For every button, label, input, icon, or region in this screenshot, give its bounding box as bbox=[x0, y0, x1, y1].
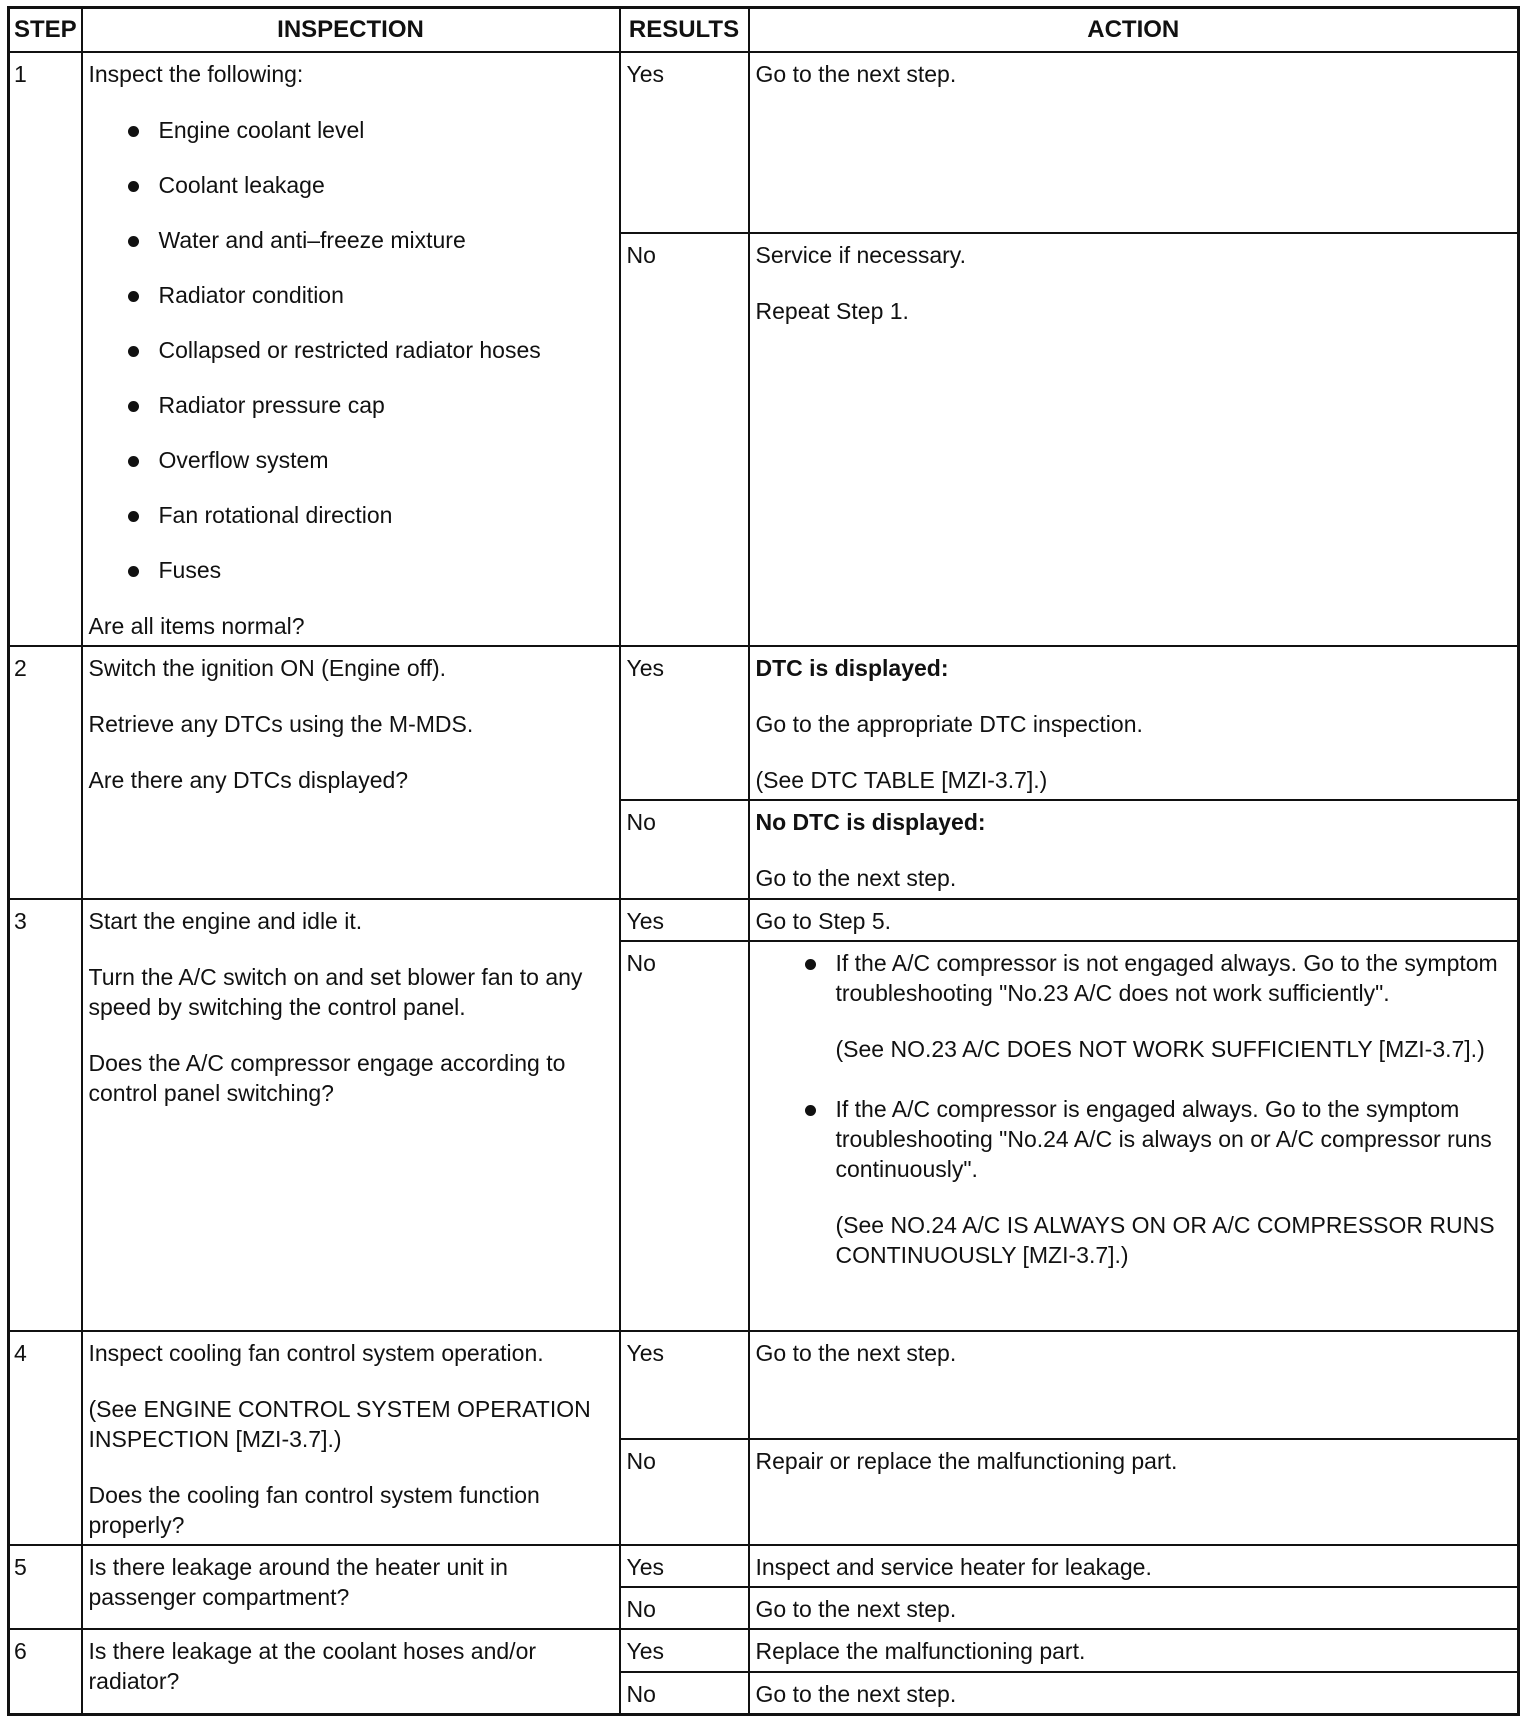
action-cell bbox=[749, 646, 1519, 800]
inspection-question: Is there leakage around the heater unit in passenger compartment? bbox=[88, 1554, 508, 1610]
header-inspection: INSPECTION bbox=[82, 8, 620, 53]
action-text: Replace the malfunctioning part. bbox=[755, 1638, 1086, 1664]
list-item: Radiator pressure cap bbox=[159, 390, 613, 420]
inspection-cell bbox=[82, 899, 620, 1331]
list-item: Radiator condition bbox=[159, 280, 613, 310]
table-row bbox=[9, 646, 1519, 800]
result-cell: Yes bbox=[620, 1331, 749, 1439]
action-cell bbox=[749, 800, 1519, 899]
action-text: Go to the next step. bbox=[755, 1681, 957, 1707]
table-row bbox=[9, 1629, 1519, 1672]
inspection-text: Turn the A/C switch on and set blower fan to any speed by switching the control panel. bbox=[88, 964, 583, 1020]
result-cell: No bbox=[620, 233, 749, 646]
list-item: Overflow system bbox=[159, 445, 613, 475]
header-results: RESULTS bbox=[620, 8, 749, 53]
inspection-text: Switch the ignition ON (Engine off). bbox=[88, 655, 447, 681]
action-cell bbox=[749, 1629, 1519, 1672]
action-reference: (See NO.23 A/C DOES NOT WORK SUFFICIENTLY [MZI-3.7].) bbox=[835, 1036, 1485, 1062]
list-item: Fuses bbox=[159, 555, 613, 585]
action-text: Go to the next step. bbox=[755, 61, 957, 87]
action-text: Repeat Step 1. bbox=[755, 297, 909, 324]
result-cell: Yes bbox=[620, 52, 749, 233]
action-text: (See DTC TABLE [MZI-3.7].) bbox=[755, 767, 1048, 793]
action-text: Go to the appropriate DTC inspection. bbox=[755, 711, 1143, 737]
inspection-text: (See ENGINE CONTROL SYSTEM OPERATION INSPECTION [MZI-3.7].) bbox=[88, 1396, 591, 1452]
result-cell: No bbox=[620, 1672, 749, 1715]
action-cell bbox=[749, 1587, 1519, 1629]
inspection-text: Retrieve any DTCs using the M-MDS. bbox=[88, 711, 474, 737]
inspection-question: Are there any DTCs displayed? bbox=[88, 767, 409, 793]
inspection-text: Inspect the following: bbox=[88, 61, 304, 87]
action-cell bbox=[749, 941, 1519, 1331]
step-number: 4 bbox=[9, 1331, 82, 1545]
inspection-question: Does the A/C compressor engage according to control panel switching? bbox=[88, 1050, 566, 1106]
inspection-list bbox=[89, 115, 613, 585]
action-cell bbox=[749, 1331, 1519, 1439]
header-row bbox=[9, 8, 1519, 53]
inspection-question: Is there leakage at the coolant hoses and/or radiator? bbox=[88, 1638, 537, 1694]
action-cell bbox=[749, 1439, 1519, 1546]
table-row bbox=[9, 1545, 1519, 1587]
list-item bbox=[836, 1094, 1512, 1270]
action-cell bbox=[749, 52, 1519, 233]
result-cell: Yes bbox=[620, 1545, 749, 1587]
action-cell bbox=[749, 899, 1519, 941]
action-cell bbox=[749, 1672, 1519, 1715]
action-text: Go to the next step. bbox=[755, 1340, 957, 1366]
list-item bbox=[836, 948, 1512, 1064]
table-row bbox=[9, 52, 1519, 233]
inspection-text: Inspect cooling fan control system operation. bbox=[88, 1340, 544, 1366]
step-number: 6 bbox=[9, 1629, 82, 1715]
inspection-cell bbox=[82, 646, 620, 899]
inspection-cell bbox=[82, 1629, 620, 1715]
list-item: Engine coolant level bbox=[159, 115, 613, 145]
header-step: STEP bbox=[9, 8, 82, 53]
list-item: Water and anti–freeze mixture bbox=[159, 225, 613, 255]
action-cell bbox=[749, 1545, 1519, 1587]
table-row bbox=[9, 1331, 1519, 1439]
inspection-question: Are all items normal? bbox=[88, 613, 305, 639]
inspection-question: Does the cooling fan control system function properly? bbox=[88, 1482, 540, 1538]
action-text: Go to the next step. bbox=[755, 865, 957, 891]
step-number: 2 bbox=[9, 646, 82, 899]
result-cell: No bbox=[620, 1587, 749, 1629]
step-number: 1 bbox=[9, 52, 82, 646]
result-cell: No bbox=[620, 941, 749, 1331]
action-text: Repair or replace the malfunctioning part. bbox=[755, 1447, 1178, 1474]
list-item: Coolant leakage bbox=[159, 170, 613, 200]
action-text: Service if necessary. bbox=[755, 241, 966, 268]
action-text: Go to the next step. bbox=[755, 1596, 957, 1622]
action-reference: (See NO.24 A/C IS ALWAYS ON OR A/C COMPRESSOR RUNS CONTINUOUSLY [MZI-3.7].) bbox=[835, 1212, 1495, 1268]
result-cell: No bbox=[620, 1439, 749, 1546]
inspection-text: Start the engine and idle it. bbox=[88, 908, 363, 934]
action-text: Go to Step 5. bbox=[755, 908, 892, 934]
result-cell: Yes bbox=[620, 646, 749, 800]
inspection-table bbox=[7, 6, 1520, 1716]
result-cell: Yes bbox=[620, 899, 749, 941]
table-row bbox=[9, 899, 1519, 941]
action-cell bbox=[749, 233, 1519, 646]
inspection-cell bbox=[82, 1545, 620, 1629]
action-heading: No DTC is displayed: bbox=[755, 809, 986, 835]
header-action: ACTION bbox=[749, 8, 1519, 53]
action-heading: DTC is displayed: bbox=[755, 655, 949, 681]
step-number: 5 bbox=[9, 1545, 82, 1629]
action-text: Inspect and service heater for leakage. bbox=[755, 1554, 1152, 1580]
result-cell: No bbox=[620, 800, 749, 899]
result-cell: Yes bbox=[620, 1629, 749, 1672]
inspection-cell bbox=[82, 52, 620, 646]
list-item: Collapsed or restricted radiator hoses bbox=[159, 335, 613, 365]
action-text: If the A/C compressor is engaged always. Go to the symptom troubleshooting "No.24 A/C is always on or A/C compressor runs continuously". bbox=[835, 1096, 1492, 1182]
action-list bbox=[756, 948, 1512, 1270]
list-item: Fan rotational direction bbox=[159, 500, 613, 530]
action-text: If the A/C compressor is not engaged always. Go to the symptom troubleshooting "No.23 A/C does not work sufficiently". bbox=[835, 950, 1498, 1006]
step-number: 3 bbox=[9, 899, 82, 1331]
inspection-cell bbox=[82, 1331, 620, 1545]
